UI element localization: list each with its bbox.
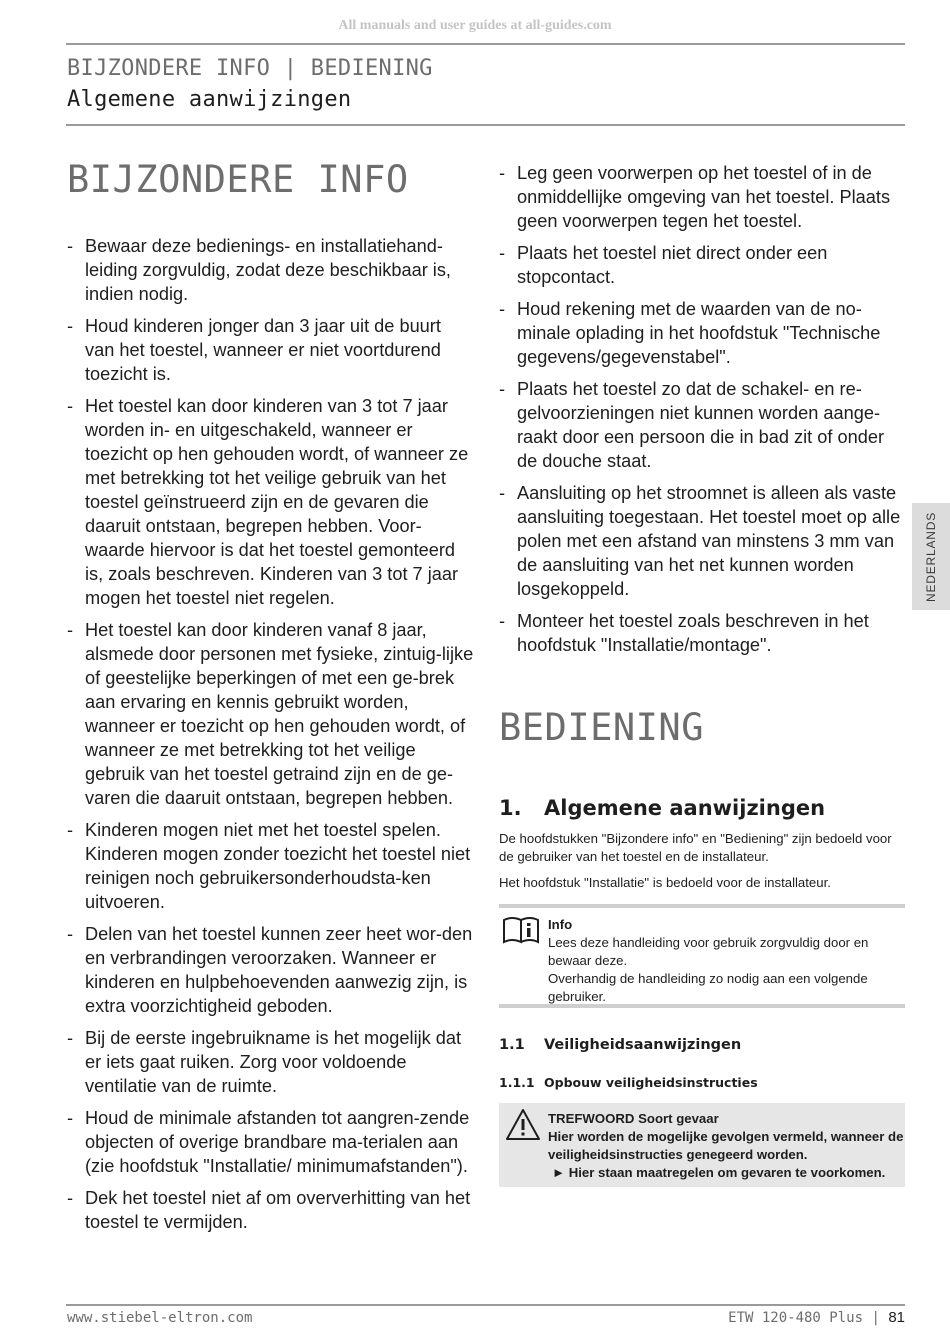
warning-triangle-icon [505, 1108, 541, 1142]
info-box [499, 904, 905, 1008]
list-dash: - [67, 1108, 74, 1128]
list-item-text: Bij de eerste ingebruikname is het mogelijk dat er iets gaat ruiken. Zorg voor voldoende ventilatie van de ruimte. [85, 1028, 462, 1096]
book-info-icon [501, 916, 541, 946]
page-number: 81 [888, 1309, 905, 1326]
list-item [499, 297, 909, 369]
footer-rule [66, 1304, 905, 1306]
bediening-title: BEDIENING [499, 706, 704, 749]
list-item-text: Leg geen voorwerpen op het toestel of in de onmiddellijke omgeving van het toestel. Plaats geen voorwerpen tegen het toestel. [517, 163, 891, 231]
list-item [67, 618, 475, 810]
list-dash: - [67, 1188, 74, 1208]
list-item [67, 1186, 475, 1234]
subsection-heading-1-1 [499, 1037, 741, 1053]
info-line-2: Overhandig de handleiding zo nodig aan een volgende gebruiker. [548, 971, 868, 1004]
list-dash: - [499, 611, 506, 631]
warning-text [548, 1110, 908, 1182]
safety-list-left [67, 234, 475, 1242]
footer-url: www.stiebel-eltron.com [67, 1310, 253, 1326]
list-item [67, 314, 475, 386]
footer-model: ETW 120-480 Plus [728, 1310, 863, 1326]
list-dash: - [499, 483, 506, 503]
list-dash: - [67, 1028, 74, 1048]
subsection-text: Veiligheidsaanwijzingen [544, 1037, 742, 1053]
list-item-text: Dek het toestel niet af om oververhitting van het toestel te vermijden. [85, 1188, 471, 1232]
list-item [499, 481, 909, 601]
subsection-heading-1-1-1 [499, 1075, 758, 1090]
running-header-section: BIJZONDERE INFO | BEDIENING [67, 56, 433, 81]
list-item [499, 609, 909, 657]
section-heading-algemene [499, 796, 825, 820]
list-item-text: Plaats het toestel niet direct onder een stopcontact. [517, 243, 828, 287]
list-dash: - [67, 620, 74, 640]
warning-action [548, 1164, 908, 1182]
language-label: NEDERLANDS [924, 511, 938, 602]
list-dash: - [67, 316, 74, 336]
info-line-1: Lees deze handleiding voor gebruik zorgvuldig door en bewaar deze. [548, 935, 869, 968]
list-item-text: Bewaar deze bedienings- en installatiehand-leiding zorgvuldig, zodat deze beschikbaar is, indien nodig. [85, 236, 451, 304]
list-item-text: Aansluiting op het stroomnet is alleen als vaste aansluiting toegestaan. Het toestel moet op alle polen met een afstand van minstens 3 mm van de aansluiting van het net kunnen worden losgekoppeld. [517, 483, 901, 599]
list-item-text: Het toestel kan door kinderen van 3 tot 7 jaar worden in- en uitgeschakeld, wanneer er toezicht op hen gehouden wordt, of wanneer ze met betrekking tot het veilige gebruik van het toestel geïnstrueerd zijn en de gevaren die daaruit ontstaan, begrepen hebben. Voor-waarde hiervoor is dat het toestel gemonteerd is, zoals beschreven. Kinderen van 3 tot 7 jaar mogen het toestel niet regelen. [85, 396, 469, 608]
list-item [499, 241, 909, 289]
header-rule [66, 124, 905, 126]
list-item-text: Monteer het toestel zoals beschreven in het hoofdstuk "Installatie/montage". [517, 611, 869, 655]
info-title: Info [548, 917, 573, 932]
intro-paragraph-1: De hoofdstukken "Bijzondere info" en "Bediening" zijn bedoeld voor de gebruiker van het toestel en de installateur. [499, 831, 892, 864]
play-arrow-icon: ► [552, 1165, 566, 1180]
list-dash: - [67, 820, 74, 840]
footer-model-page [728, 1309, 905, 1326]
list-item-text: Het toestel kan door kinderen vanaf 8 jaar, alsmede door personen met fysieke, zintuig-lijke of geestelijke beperkingen of met een ge-brek aan ervaring en kennis gebruikt worden, wanneer er toezicht op hen gehouden wordt, of wanneer ze met betrekking tot het veilige gebruik van het toestel getraind zijn en de ge-varen die daaruit ontstaan, begrepen hebben. [85, 620, 474, 808]
list-dash: - [67, 924, 74, 944]
list-dash: - [67, 396, 74, 416]
safety-list-right [499, 161, 909, 665]
info-text [548, 916, 908, 1006]
language-side-tab [912, 503, 950, 610]
list-item [67, 922, 475, 1018]
list-dash: - [67, 236, 74, 256]
running-header-subtitle: Algemene aanwijzingen [67, 87, 352, 112]
subsubsection-number: 1.1.1 [499, 1075, 535, 1090]
list-item [67, 1106, 475, 1178]
section-number: 1. [499, 796, 522, 820]
list-dash: - [499, 163, 506, 183]
list-item-text: Delen van het toestel kunnen zeer heet wor-den en verbrandingen veroorzaken. Wanneer er kinderen en hulpbehoevenden aanwezig zijn, is extra voorzichtigheid geboden. [85, 924, 473, 1016]
subsection-number: 1.1 [499, 1037, 525, 1053]
list-item [67, 234, 475, 306]
list-item-text: Kinderen mogen niet met het toestel spelen. Kinderen mogen zonder toezicht het toestel niet reinigen noch gebruikersonderhoudsta-ken uitvoeren. [85, 820, 471, 912]
warning-title: TREFWOORD Soort gevaar [548, 1111, 719, 1126]
warning-box [499, 1103, 905, 1187]
list-item [499, 377, 909, 473]
list-item-text: Houd de minimale afstanden tot aangren-zende objecten of overige brandbare ma-terialen aan (zie hoofdstuk "Installatie/ minimumafstanden"). [85, 1108, 470, 1176]
section-heading-text: Algemene aanwijzingen [544, 796, 826, 820]
warning-action-text: Hier staan maatregelen om gevaren te voorkomen. [568, 1165, 886, 1180]
list-dash: - [499, 243, 506, 263]
subsubsection-text: Opbouw veiligheidsinstructies [544, 1075, 758, 1090]
list-dash: - [499, 379, 506, 399]
list-item [499, 161, 909, 233]
list-item-text: Houd rekening met de waarden van de no-minale oplading in het hoofdstuk "Technische gegevens/gegevenstabel". [517, 299, 881, 367]
warning-body: Hier worden de mogelijke gevolgen vermeld, wanneer de veiligheidsinstructies genegeerd worden. [548, 1129, 904, 1162]
list-dash: - [499, 299, 506, 319]
list-item-text: Plaats het toestel zo dat de schakel- en re-gelvoorzieningen niet kunnen worden aange-raakt door een persoon die in bad zit of onder de douche staat. [517, 379, 885, 471]
footer-separator: | [871, 1310, 880, 1326]
watermark: All manuals and user guides at all-guides.com [338, 18, 612, 33]
top-rule [66, 43, 905, 45]
list-item [67, 394, 475, 610]
list-item [67, 1026, 475, 1098]
list-item [67, 818, 475, 914]
intro-paragraph-2: Het hoofdstuk "Installatie" is bedoeld voor de installateur. [499, 875, 831, 890]
list-item-text: Houd kinderen jonger dan 3 jaar uit de buurt van het toestel, wanneer er niet voortdurend toezicht is. [85, 316, 441, 384]
bijzondere-info-title: BIJZONDERE INFO [67, 158, 409, 201]
